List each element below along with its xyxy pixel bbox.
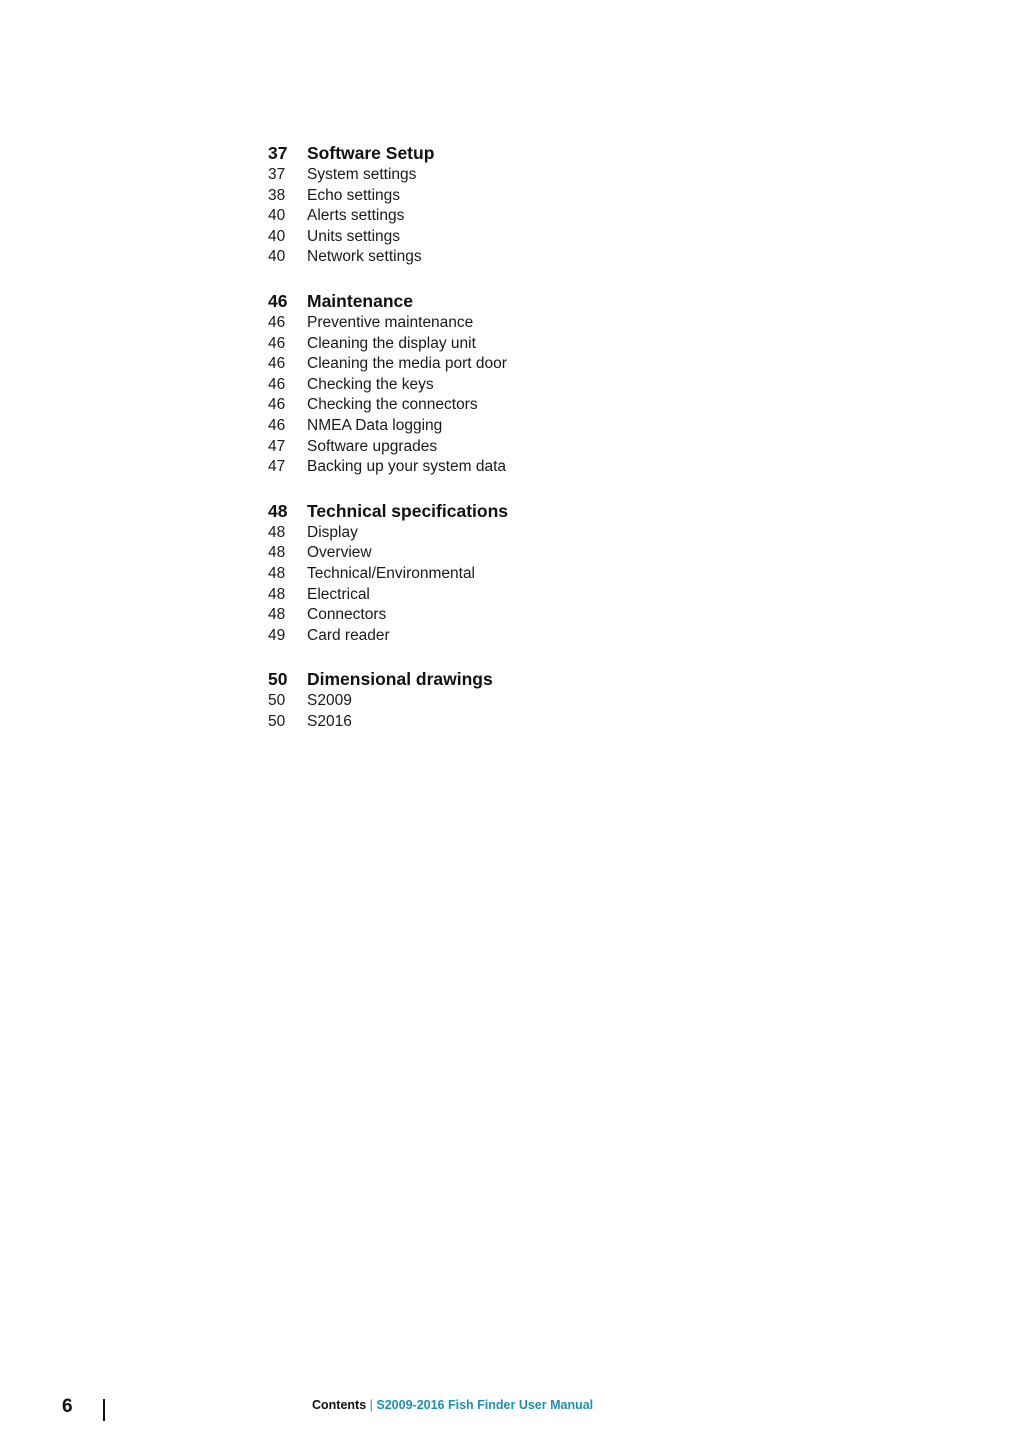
toc-entry-page: 48 bbox=[268, 606, 286, 624]
toc-entry-page: 47 bbox=[268, 458, 286, 476]
toc-section-dimensional-drawings bbox=[268, 667, 668, 732]
toc-entry-title: Cleaning the display unit bbox=[307, 334, 476, 352]
footer-section: Contents bbox=[312, 1398, 367, 1412]
toc-heading-page: 50 bbox=[268, 669, 288, 690]
toc-heading-page: 46 bbox=[268, 290, 288, 311]
toc-entry-page: 48 bbox=[268, 523, 286, 541]
toc-entry-title: Backing up your system data bbox=[307, 458, 507, 476]
toc-heading[interactable] bbox=[268, 499, 668, 523]
toc-entry-title: NMEA Data logging bbox=[307, 416, 443, 434]
toc-entry-title: Echo settings bbox=[307, 186, 401, 204]
toc-entry[interactable] bbox=[268, 605, 668, 626]
toc-entry-title: Display bbox=[307, 523, 358, 541]
toc-entry[interactable] bbox=[268, 227, 668, 248]
toc-entry-title: Checking the keys bbox=[307, 375, 434, 393]
toc-heading[interactable] bbox=[268, 667, 668, 691]
toc-heading-title: Maintenance bbox=[307, 290, 413, 311]
toc-entry-page: 48 bbox=[268, 544, 286, 562]
footer-manual-title: S2009-2016 Fish Finder User Manual bbox=[376, 1398, 594, 1412]
footer-separator: | bbox=[369, 1398, 373, 1412]
toc-entry[interactable] bbox=[268, 457, 668, 478]
toc-entry[interactable] bbox=[268, 206, 668, 227]
toc-entry-page: 46 bbox=[268, 416, 286, 434]
toc-entry[interactable] bbox=[268, 564, 668, 585]
toc-entry-title: Units settings bbox=[307, 227, 401, 245]
toc-entry[interactable] bbox=[268, 543, 668, 564]
toc-entry[interactable] bbox=[268, 186, 668, 207]
running-footer bbox=[312, 1398, 593, 1412]
toc-heading[interactable] bbox=[268, 141, 668, 165]
page-number: 6 bbox=[62, 1396, 73, 1417]
toc-section-technical-specifications bbox=[268, 499, 668, 647]
footer-divider bbox=[103, 1399, 105, 1421]
toc-entry[interactable] bbox=[268, 247, 668, 268]
toc-entry-page: 40 bbox=[268, 207, 286, 225]
toc-entry-title: Card reader bbox=[307, 626, 390, 644]
toc-entry[interactable] bbox=[268, 585, 668, 606]
toc-entry-page: 48 bbox=[268, 564, 286, 582]
toc-heading-title: Technical specifications bbox=[307, 500, 508, 521]
toc-entry[interactable] bbox=[268, 334, 668, 355]
toc-entry-page: 37 bbox=[268, 166, 286, 183]
toc-entry-title: Preventive maintenance bbox=[307, 313, 474, 331]
toc-heading-page: 37 bbox=[268, 143, 288, 163]
toc-entry-page: 50 bbox=[268, 692, 286, 710]
toc-entry[interactable] bbox=[268, 354, 668, 375]
toc-entry-title: S2016 bbox=[307, 712, 352, 730]
toc-entry[interactable] bbox=[268, 691, 668, 712]
toc-entry-title: Connectors bbox=[307, 606, 387, 624]
toc-entry-page: 46 bbox=[268, 313, 286, 331]
toc-entry-title: Network settings bbox=[307, 248, 422, 266]
toc-entry-title: Electrical bbox=[307, 585, 370, 603]
toc-entry-title: Alerts settings bbox=[307, 207, 405, 225]
table-of-contents bbox=[268, 141, 668, 753]
toc-entry-page: 46 bbox=[268, 355, 286, 373]
toc-entry-page: 46 bbox=[268, 334, 286, 352]
toc-entry-page: 40 bbox=[268, 248, 286, 266]
toc-entry-title: Cleaning the media port door bbox=[307, 355, 507, 373]
toc-entry-title: Overview bbox=[307, 544, 372, 562]
toc-entry-page: 40 bbox=[268, 227, 286, 245]
toc-entry[interactable] bbox=[268, 523, 668, 544]
toc-entry-page: 38 bbox=[268, 186, 286, 204]
toc-heading-title: Dimensional drawings bbox=[307, 669, 493, 690]
toc-entry-page: 47 bbox=[268, 437, 286, 455]
toc-entry-page: 46 bbox=[268, 375, 286, 393]
toc-entry[interactable] bbox=[268, 437, 668, 458]
toc-heading-page: 48 bbox=[268, 500, 288, 521]
toc-entry-title: S2009 bbox=[307, 692, 352, 710]
toc-section-maintenance bbox=[268, 289, 668, 478]
toc-entry[interactable] bbox=[268, 626, 668, 647]
toc-entry-title: Software upgrades bbox=[307, 437, 438, 455]
toc-entry[interactable] bbox=[268, 395, 668, 416]
toc-entry[interactable] bbox=[268, 375, 668, 396]
toc-entry-page: 46 bbox=[268, 396, 286, 414]
toc-entry[interactable] bbox=[268, 165, 668, 186]
toc-heading-title: Software Setup bbox=[307, 143, 435, 163]
toc-entry[interactable] bbox=[268, 712, 668, 733]
toc-entry-page: 48 bbox=[268, 585, 286, 603]
toc-entry-title: System settings bbox=[307, 166, 417, 183]
toc-entry-title: Checking the connectors bbox=[307, 396, 478, 414]
toc-heading[interactable] bbox=[268, 289, 668, 313]
toc-entry[interactable] bbox=[268, 416, 668, 437]
toc-entry-page: 49 bbox=[268, 626, 286, 644]
toc-entry[interactable] bbox=[268, 313, 668, 334]
toc-entry-page: 50 bbox=[268, 712, 286, 730]
toc-section-software-setup bbox=[268, 141, 668, 268]
toc-entry-title: Technical/Environmental bbox=[307, 564, 476, 582]
